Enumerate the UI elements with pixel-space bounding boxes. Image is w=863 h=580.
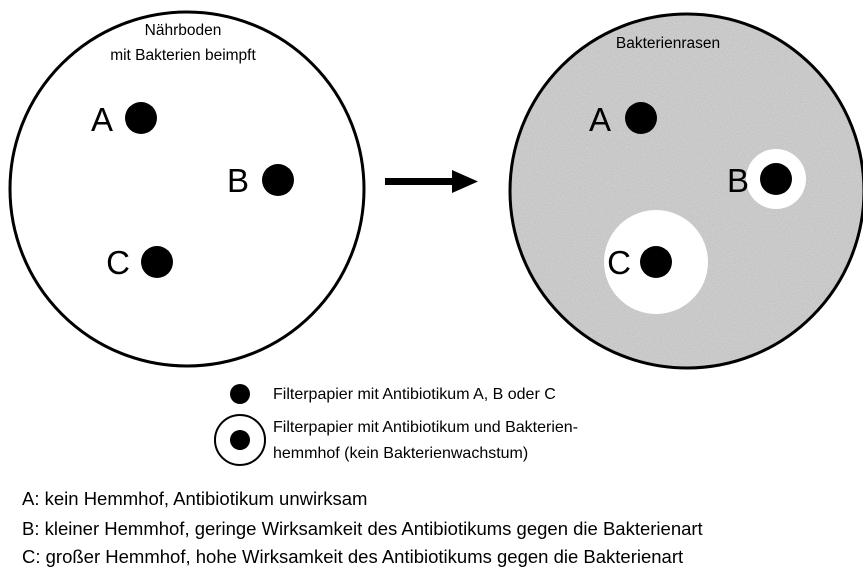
caption-b: B: kleiner Hemmhof, geringe Wirksamkeit des Antibiotikums gegen die Bakterienart (22, 518, 703, 539)
legend-disc-icon (230, 384, 250, 404)
right-filter-disc-a (625, 102, 657, 134)
right-label-c: C (607, 244, 631, 281)
right-dish-title: Bakterienrasen (615, 35, 721, 52)
right-petri-dish (508, 12, 863, 372)
left-dish-title-line2: mit Bakterien beimpft (110, 47, 256, 64)
arrow-right-icon (385, 170, 478, 193)
legend-item-1: Filterpapier mit Antibiotikum A, B oder C (273, 386, 556, 403)
left-dish-title-line1: Nährboden (144, 22, 222, 39)
left-label-a: A (90, 101, 114, 138)
right-label-a: A (588, 101, 612, 138)
left-filter-disc-a (125, 102, 157, 134)
legend-halo-disc-icon (230, 430, 250, 450)
legend-item-2-line2: hemmhof (kein Bakterienwachstum) (273, 445, 529, 462)
left-label-b: B (226, 162, 250, 199)
left-filter-disc-c (141, 246, 173, 278)
caption-c: C: großer Hemmhof, hohe Wirksamkeit des Antibiotikums gegen die Bakterienart (22, 546, 684, 567)
caption-a: A: kein Hemmhof, Antibiotikum unwirksam (22, 488, 368, 509)
right-label-b: B (726, 162, 750, 199)
legend-item-2-line1: Filterpapier mit Antibiotikum und Bakterien- (273, 419, 579, 436)
right-filter-disc-b (760, 163, 792, 195)
right-filter-disc-c (640, 246, 672, 278)
left-filter-disc-b (262, 164, 294, 196)
left-dish-outline (10, 12, 364, 366)
left-petri-dish (10, 12, 364, 366)
left-label-c: C (106, 244, 130, 281)
legend (215, 384, 578, 465)
